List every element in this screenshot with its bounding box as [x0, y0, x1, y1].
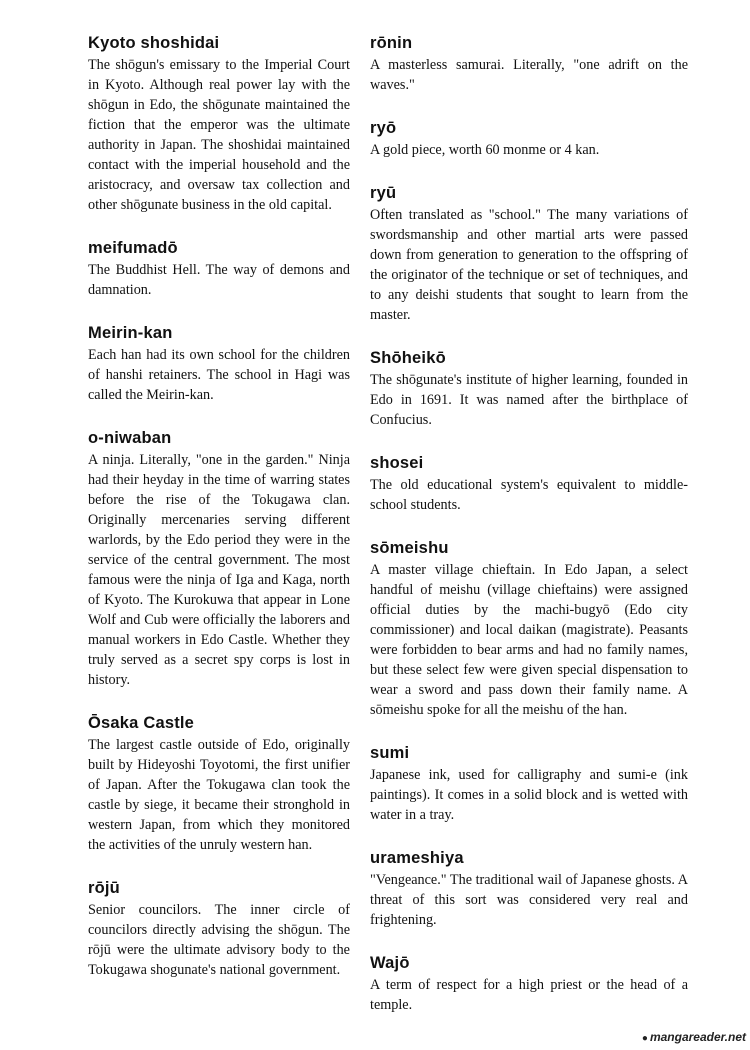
glossary-definition: Senior councilors. The inner circle of councilors directly advising the shōgun. The rōjū were the ultimate advisory body to the Tokugawa shogunate's national government.	[88, 902, 350, 978]
glossary-definition: The Buddhist Hell. The way of demons and damnation.	[88, 262, 350, 298]
glossary-term: meifumadō	[88, 239, 178, 257]
glossary-entry-kyoto-shoshidai	[88, 32, 350, 215]
glossary-definition: Each han had its own school for the children of hanshi retainers. The school in Hagi was called the Meirin-kan.	[88, 347, 350, 403]
glossary-term: shosei	[370, 454, 424, 472]
glossary-term: Kyoto shoshidai	[88, 34, 220, 52]
glossary-term: ryō	[370, 119, 397, 137]
glossary-definition: The largest castle outside of Edo, originally built by Hideyoshi Toyotomi, the first unifier of Japan. After the Tokugawa clan took the castle by siege, it became their stronghold in western Japan, from which they monitored the activities of the unruly western han.	[88, 737, 350, 853]
glossary-entry-wajo	[370, 952, 688, 1015]
glossary-term: rōnin	[370, 34, 413, 52]
glossary-definition: A master village chieftain. In Edo Japan, a select handful of meishu (village chieftains) were assigned official duties by the machi-bugyō (Edo city commissioner) and local daikan (magistrate). Peasants were forbidden to bear arms and had no family names, but these select few were given special dispensation to wear a sword and pass down their family name. A sōmeishu spoke for all the meishu of the han.	[370, 562, 688, 718]
glossary-definition: The old educational system's equivalent to middle-school students.	[370, 477, 688, 513]
glossary-term: Meirin-kan	[88, 324, 173, 342]
glossary-definition: Often translated as "school." The many variations of swordsmanship and other martial arts were passed down from generation to generation to the offspring of the originator of the technique or set of techniques, and to any deishi students that sought to learn from the master.	[370, 207, 688, 323]
glossary-term: Wajō	[370, 954, 410, 972]
glossary-definition: A masterless samurai. Literally, "one adrift on the waves."	[370, 57, 688, 93]
glossary-term: urameshiya	[370, 849, 464, 867]
glossary-entry-sumi	[370, 742, 688, 825]
glossary-definition: A gold piece, worth 60 monme or 4 kan.	[370, 142, 600, 158]
glossary-entry-shoheiko	[370, 347, 688, 430]
glossary-term: Shōheikō	[370, 349, 446, 367]
glossary-definition: The shōgunate's institute of higher learning, founded in Edo in 1691. It was named after the birthplace of Confucius.	[370, 372, 688, 428]
glossary-entry-shosei	[370, 452, 688, 515]
glossary-left-column	[88, 32, 350, 1002]
glossary-entry-ronin	[370, 32, 688, 95]
glossary-term: Ōsaka Castle	[88, 714, 195, 732]
glossary-entry-osaka-castle	[88, 712, 350, 855]
glossary-term: o-niwaban	[88, 429, 172, 447]
glossary-entry-urameshiya	[370, 847, 688, 930]
glossary-term: rōjū	[88, 879, 120, 897]
glossary-entry-ryu	[370, 182, 688, 325]
glossary-term: sumi	[370, 744, 410, 762]
glossary-entry-o-niwaban	[88, 427, 350, 690]
glossary-term: ryū	[370, 184, 397, 202]
glossary-entry-someishu	[370, 537, 688, 720]
glossary-definition: "Vengeance." The traditional wail of Japanese ghosts. A threat of this sort was considered very real and frightening.	[370, 872, 688, 928]
glossary-entry-meifumado	[88, 237, 350, 300]
glossary-term: sōmeishu	[370, 539, 449, 557]
glossary-entry-meirin-kan	[88, 322, 350, 405]
glossary-definition: Japanese ink, used for calligraphy and sumi-e (ink paintings). It comes in a solid block and is wetted with water in a tray.	[370, 767, 688, 823]
glossary-right-column	[370, 32, 688, 1037]
watermark-text: mangareader.net	[649, 1030, 746, 1044]
glossary-definition: A ninja. Literally, "one in the garden." Ninja had their heyday in the time of warring states before the rise of the Tokugawa clan. Originally mercenaries serving different warlords, by the Edo period they were in the service of the central government. The most famous were the ninja of Iga and Kaga, north of Kyoto. The Kurokuwa that appear in Lone Wolf and Cub were officially the laborers and manual workers in Edo Castle. Whether they truly served as a secret spy corps is lost in history.	[88, 452, 350, 688]
glossary-entry-ryo	[370, 117, 688, 160]
glossary-entry-roju	[88, 877, 350, 980]
glossary-definition: The shōgun's emissary to the Imperial Court in Kyoto. Although real power lay with the shōgun in Edo, the shōgunate maintained the fiction that the emperor was the ultimate authority in Japan. The shoshidai maintained contact with the imperial household and the aristocracy, and oversaw tax collection and other shōgunate business in the old capital.	[88, 57, 350, 213]
glossary-definition: A term of respect for a high priest or the head of a temple.	[370, 977, 688, 1013]
watermark-logo-icon: ●	[641, 1033, 648, 1044]
watermark	[642, 1030, 746, 1044]
